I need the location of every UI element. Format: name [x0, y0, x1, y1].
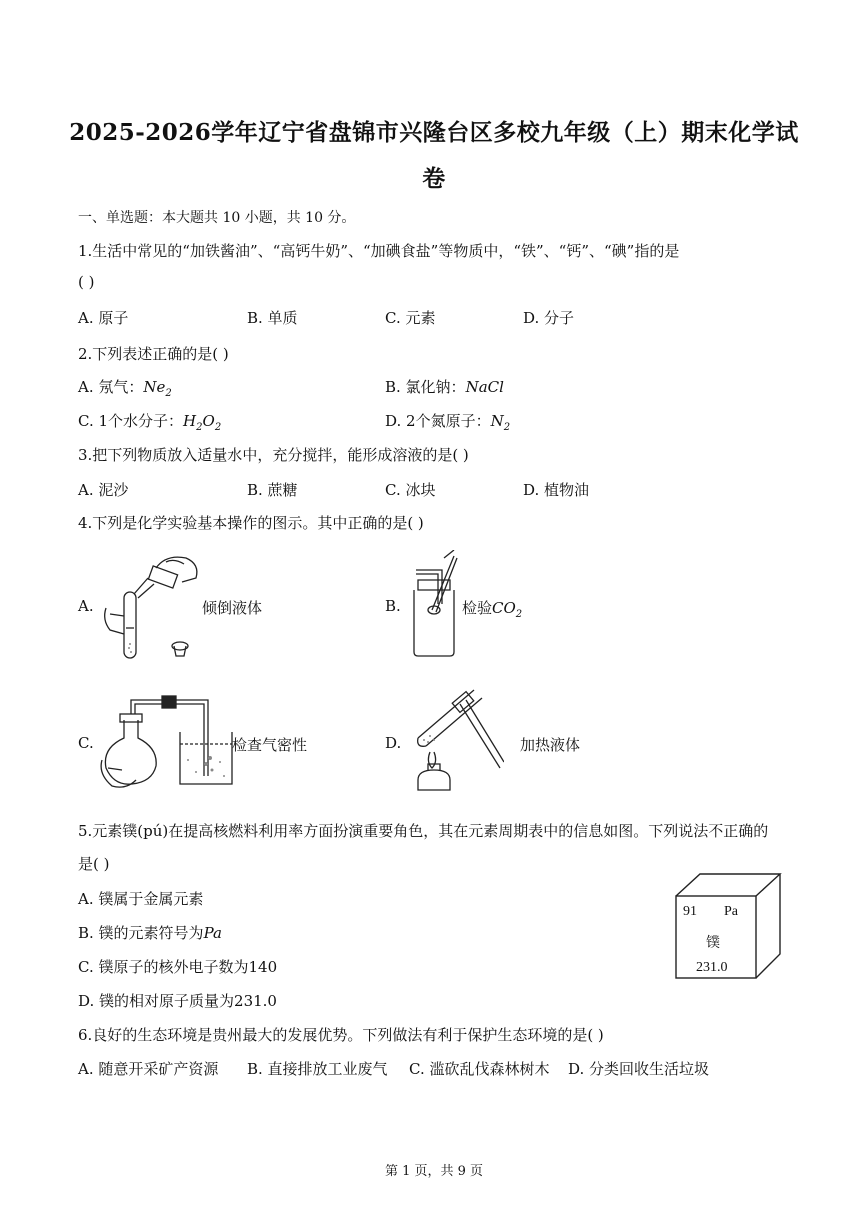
q5-option-b-text: B. 镤的元素符号为	[78, 924, 204, 942]
q4-option-c-caption: 检查气密性	[232, 736, 308, 754]
q3-option-d: D. 植物油	[523, 481, 590, 499]
question-3-stem: 3.把下列物质放入适量水中，充分搅拌，能形成溶液的是( )	[78, 446, 469, 464]
q6-option-a: A. 随意开采矿产资源	[78, 1060, 219, 1078]
question-2-stem: 2.下列表述正确的是( )	[78, 345, 229, 363]
q2-option-c-s1: 2	[196, 422, 203, 433]
q2-option-a-text: A. 氖气：	[78, 378, 144, 396]
q2-option-d	[385, 410, 510, 433]
q2-option-d-formula: N	[490, 412, 504, 430]
q2-option-d-text: D. 2个氮原子：	[385, 412, 491, 430]
question-1-stem: 1.生活中常见的“加铁酱油”、“高钙牛奶”、“加碘食盐”等物质中，“铁”、“钙”、“碘”指的是	[78, 242, 680, 260]
question-1-stem-cont: ( )	[78, 273, 95, 291]
q1-option-d: D. 分子	[523, 309, 575, 327]
q2-option-a-sub: 2	[165, 388, 172, 399]
question-5-stem-cont: 是( )	[78, 855, 110, 873]
q6-option-b: B. 直接排放工业废气	[247, 1060, 388, 1078]
q3-option-a: A. 泥沙	[78, 481, 129, 499]
q4-option-c-letter: C.	[78, 734, 94, 752]
q2-option-c-f1: H	[183, 412, 197, 430]
q2-option-c-f2: O	[202, 412, 215, 430]
q2-option-c	[78, 410, 221, 433]
element-name: 镤	[706, 936, 720, 951]
q2-option-a-formula: Ne	[143, 378, 166, 396]
q5-option-c: C. 镤原子的核外电子数为140	[78, 958, 278, 976]
q6-option-c: C. 滥砍乱伐森林树木	[409, 1060, 550, 1078]
q2-option-b-formula: NaCl	[465, 378, 504, 396]
exam-title-line2: 卷	[422, 165, 446, 192]
q4-option-d-caption: 加热液体	[520, 736, 581, 754]
page-footer: 第 1 页，共 9 页	[384, 1164, 484, 1179]
pouring-liquid-figure	[96, 548, 206, 666]
element-number: 91	[683, 904, 697, 919]
exam-title-line1: 2025-2026学年辽宁省盘锦市兴隆台区多校九年级（上）期末化学试	[69, 119, 799, 146]
heating-liquid-figure	[404, 682, 504, 798]
q4-option-a-caption: 倾倒液体	[202, 599, 263, 617]
question-6-stem: 6.良好的生态环境是贵州最大的发展优势。下列做法有利于保护生态环境的是( )	[78, 1026, 604, 1044]
q4-option-d-letter: D.	[385, 734, 402, 752]
q4-option-b-caption	[462, 597, 522, 620]
q2-option-b	[385, 376, 504, 397]
section-heading: 一、单选题：本大题共 10 小题，共 10 分。	[78, 210, 356, 226]
airtightness-check-figure	[96, 690, 234, 790]
co2-test-figure	[404, 550, 460, 660]
q3-option-c: C. 冰块	[385, 481, 436, 499]
question-4-stem: 4.下列是化学实验基本操作的图示。其中正确的是( )	[78, 514, 424, 532]
q5-option-d: D. 镤的相对原子质量为231.0	[78, 992, 277, 1010]
q4-option-a-letter: A.	[78, 597, 94, 615]
element-symbol: Pa	[724, 904, 738, 919]
q6-option-d: D. 分类回收生活垃圾	[568, 1060, 710, 1078]
q2-option-d-sub: 2	[503, 422, 511, 433]
element-card	[672, 870, 784, 982]
q2-option-c-text: C. 1个水分子：	[78, 412, 184, 430]
q3-option-b: B. 蔗糖	[247, 481, 298, 499]
q2-option-b-text: B. 氯化钠：	[385, 378, 466, 396]
element-cube-outline	[672, 870, 784, 982]
q5-option-b	[78, 922, 222, 943]
q4-option-b-sub: 2	[515, 609, 523, 620]
q1-option-c: C. 元素	[385, 309, 436, 327]
q2-option-a	[78, 376, 172, 399]
q2-option-c-s2: 2	[214, 422, 222, 433]
q4-option-b-letter: B.	[385, 597, 401, 615]
element-mass: 231.0	[696, 960, 728, 975]
q1-option-b: B. 单质	[247, 309, 298, 327]
q5-option-a: A. 镤属于金属元素	[78, 890, 204, 908]
question-5-stem: 5.元素镤(pú)在提高核燃料利用率方面扮演重要角色，其在元素周期表中的信息如图。下列说法不正确的	[78, 822, 769, 840]
q5-option-b-formula: Pa	[203, 924, 222, 942]
q4-option-b-caption-text: 检验	[462, 599, 493, 617]
q1-option-a: A. 原子	[78, 309, 129, 327]
q4-option-b-formula: CO	[492, 599, 516, 617]
